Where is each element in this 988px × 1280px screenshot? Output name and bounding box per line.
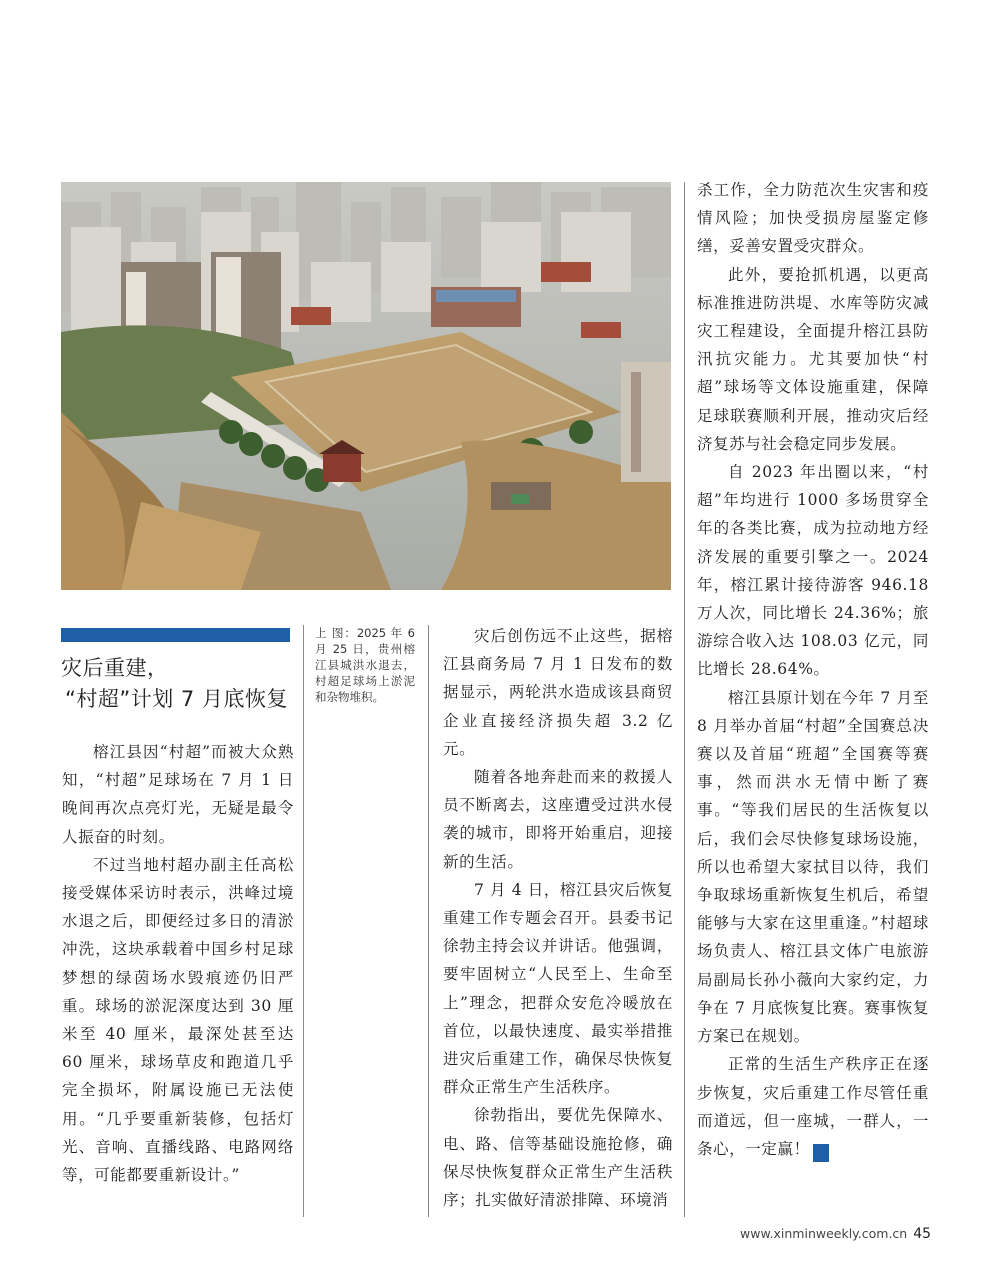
page-number: 45: [913, 1226, 932, 1242]
article-headline: [61, 653, 301, 715]
paragraph: 随着各地奔赴而来的救援人员不断离去，这座遭受过洪水侵袭的城市，即将开始重启，迎接新的生活。: [443, 768, 673, 871]
paragraph: 灾后创伤远不止这些，据榕江县商务局 7 月 1 日发布的数据显示，两轮洪水造成该县商贸企业直接经济损失超 3.2 亿元。: [443, 627, 673, 758]
paragraph: 徐勃指出，要优先保障水、电、路、信等基础设施抢修，确保尽快恢复群众正常生产生活秩序；扎实做好清淤排障、环境消: [443, 1106, 673, 1210]
closing-paragraph-text: 正常的生活生产秩序正在逐步恢复，灾后重建工作尽管任重而道远，但一座城，一群人，一条心，一定赢！: [697, 1055, 929, 1158]
flood-aerial-photo: [61, 182, 671, 590]
end-mark-icon: 民: [813, 1144, 829, 1162]
paragraph: [697, 1050, 929, 1163]
photo-caption: 上 图：2025 年 6 月 25 日，贵州榕江县城洪水退去，村超足球场上淤泥和杂物堆积。: [315, 626, 415, 704]
text-column-2: [443, 622, 673, 1214]
paragraph: 7 月 4 日，榕江县灾后恢复重建工作专题会召开。县委书记徐勃主持会议并讲话。他强调，要牢固树立“人民至上、生命至上”理念，把群众安危冷暖放在首位，以最快速度、最实举措推进灾后重建工作，确保尽快恢复群众正常生产生活秩序。: [443, 880, 673, 1097]
paragraph: 榕江县原计划在今年 7 月至 8 月举办首届“村超”全国赛总决赛以及首届“班超”全国赛等赛事，然而洪水无情中断了赛事。“等我们居民的生活恢复以后，我们会尽快修复球场设施，所以也希望大家拭目以待，我们争取球场重新恢复生机后，希望能够与大家在这里重逢。”村超球场负责人、榕江县文体广电旅游局副局长孙小薇向大家约定，力争在 7 月底恢复比赛。赛事恢复方案已在规划。: [697, 688, 929, 1046]
text-column-1: [62, 738, 294, 1189]
paragraph: 榕江县因“村超”而被大众熟知，“村超”足球场在 7 月 1 日晚间再次点亮灯光，无疑是最令人振奋的时刻。: [62, 743, 294, 846]
column-divider-right: [684, 182, 685, 1217]
paragraph-continued: 杀工作，全力防范次生灾害和疫情风险；加快受损房屋鉴定修缮，妥善安置受灾群众。: [697, 181, 929, 256]
website-url: www.xinminweekly.com.cn: [740, 1226, 908, 1241]
text-column-3: [697, 176, 929, 1163]
headline-line-2: “村超”计划 7 月底恢复: [65, 687, 288, 711]
paragraph: 此外，要抢抓机遇，以更高标准推进防洪堤、水库等防灾减灾工程建设，全面提升榕江县防汛抗灾能力。尤其要加快“村超”球场等文体设施重建，保障足球联赛顺利开展，推动灾后经济复苏与社会稳定同步发展。: [697, 265, 929, 453]
column-divider-middle: [428, 625, 429, 1217]
headline-line-1: 灾后重建，: [61, 656, 169, 680]
paragraph: 不过当地村超办副主任高松接受媒体采访时表示，洪峰过境水退之后，即便经过多日的清淤冲洗，这块承载着中国乡村足球梦想的绿茵场水毁痕迹仍旧严重。球场的淤泥深度达到 30 厘米至 40 厘米，最深处甚至达 60 厘米，球场草皮和跑道几乎完全损坏，附属设施已无法使用。“几乎要重新装修，包括灯光、音响、直播线路、电路网络等，可能都要重新设计。”: [62, 855, 294, 1185]
page-footer: [740, 1226, 930, 1242]
headline-accent-bar: [61, 628, 290, 642]
paragraph: 自 2023 年出圈以来，“村超”年均进行 1000 多场贯穿全年的各类比赛，成为拉动地方经济发展的重要引擎之一。2024 年，榕江累计接待游客 946.18 万人次，同比增长 24.36%；旅游综合收入达 108.03 亿元，同比增长 28.64%。: [697, 463, 929, 679]
column-divider-left: [303, 625, 304, 1217]
